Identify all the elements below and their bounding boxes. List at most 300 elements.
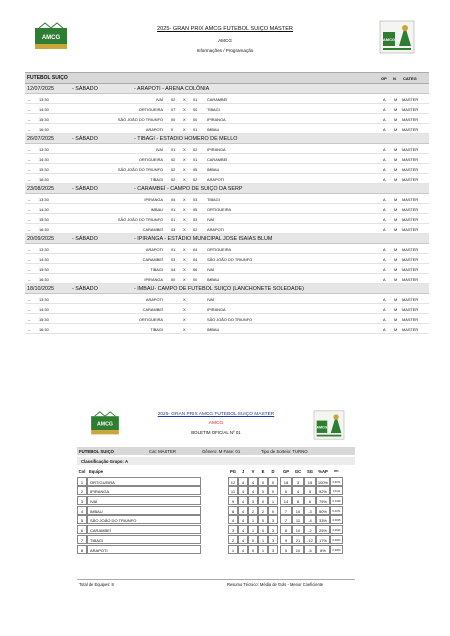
game-row <box>25 124 429 134</box>
game-dash: -- <box>28 276 31 282</box>
game-category: MASTER <box>402 316 419 322</box>
game-row <box>25 304 429 314</box>
col-gp: 6 <box>280 486 292 495</box>
game-dash: -- <box>28 146 31 152</box>
away-team: IPIRANGA <box>207 116 226 122</box>
game-dash: -- <box>28 226 31 232</box>
schedule-section-header <box>25 72 429 84</box>
logo-left-text: AMCG <box>41 35 61 41</box>
col-sg: -3 <box>304 506 316 515</box>
col-j: 4 <box>238 506 248 515</box>
col-e: 0 <box>258 477 268 486</box>
home-score: 02 <box>171 96 176 102</box>
col-team-header: Equipe <box>89 469 103 474</box>
col-sg: 5 <box>304 486 316 495</box>
bulletin <box>77 407 355 591</box>
standings-row <box>77 515 355 525</box>
day-header <box>25 284 429 294</box>
col-d: 1 <box>268 496 278 505</box>
versus-mark: X <box>183 256 186 262</box>
game-row <box>25 154 429 164</box>
away-team: SÃO JOÃO DO TRIUNFO <box>207 316 253 322</box>
versus-mark: X <box>183 296 186 302</box>
game-category: MASTER <box>402 306 419 312</box>
home-team: IPIRANGA <box>144 196 163 202</box>
away-score: 04 <box>193 246 198 252</box>
col-ap: 25% <box>316 525 330 534</box>
day-date: 18/10/2025 <box>27 285 54 292</box>
game-dash: -- <box>28 116 31 122</box>
col-ap: 50% <box>316 506 330 515</box>
versus-mark: X <box>183 106 186 112</box>
away-team: CARAMBEÍ <box>207 156 228 162</box>
col-d: 3 <box>268 545 278 554</box>
total-teams: Total de Equipes: 8 <box>79 582 114 587</box>
home-team: CARAMBEÍ <box>142 306 163 312</box>
game-time: 16:30 <box>39 326 49 332</box>
col-e: 1 <box>258 535 268 544</box>
game-group: A <box>383 296 386 302</box>
game-row <box>25 224 429 234</box>
home-team: IMBAU <box>150 206 163 212</box>
col-team: IVAÍ <box>87 496 201 505</box>
game-gender: M <box>394 116 398 122</box>
game-time: 16:30 <box>39 176 49 182</box>
col-pos: 8 <box>77 545 87 554</box>
col-ap: 100% <box>316 477 330 486</box>
col-gp: 9 <box>280 535 292 544</box>
col-team: ORTIGUEIRA <box>87 477 201 486</box>
away-score: 03 <box>193 196 198 202</box>
col-pos: 6 <box>77 525 87 534</box>
col-sg: 6 <box>304 496 316 505</box>
game-time: 14:30 <box>39 306 49 312</box>
game-group: A <box>383 166 386 172</box>
col-v: 0 <box>248 545 258 554</box>
versus-mark: X <box>183 326 186 332</box>
day-date: 23/08/2025 <box>27 185 54 192</box>
col-team: CARAMBEÍ <box>87 525 201 534</box>
game-time: 16:30 <box>39 276 49 282</box>
away-score: 03 <box>193 216 198 222</box>
day-date: 12/07/2025 <box>27 85 54 92</box>
home-team: SÃO JOÃO DO TRIUNFO <box>117 216 163 222</box>
col-j: 4 <box>238 515 248 524</box>
home-team: TIBAGI <box>150 176 163 182</box>
game-category: MASTER <box>402 326 419 332</box>
home-team: ARAPOTI <box>145 246 163 252</box>
game-group: A <box>383 146 386 152</box>
versus-mark: X <box>183 306 186 312</box>
game-gender: M <box>394 266 398 272</box>
home-score: 02 <box>171 156 176 162</box>
home-score: 01 <box>171 246 176 252</box>
col-gc: 10 <box>292 545 304 554</box>
game-group: A <box>383 96 386 102</box>
col-e: 0 <box>258 486 268 495</box>
day-weekday: - SÁBADO <box>72 185 98 192</box>
game-dash: -- <box>28 326 31 332</box>
game-dash: -- <box>28 206 31 212</box>
game-row <box>25 104 429 114</box>
col-gp: 18 <box>280 477 292 486</box>
game-row <box>25 204 429 214</box>
home-team: CARAMBEÍ <box>142 256 163 262</box>
away-score: 04 <box>193 256 198 262</box>
col-gc: 4 <box>292 486 304 495</box>
col-j: 4 <box>238 477 248 486</box>
game-row <box>25 274 429 284</box>
col-gp: 7 <box>280 506 292 515</box>
col-pos: 5 <box>77 515 87 524</box>
col-d: 0 <box>268 506 278 515</box>
game-category: MASTER <box>402 256 419 262</box>
game-dash: -- <box>28 96 31 102</box>
col-ap: 8% <box>316 545 330 554</box>
col-v: 0 <box>248 535 258 544</box>
game-category: MASTER <box>402 126 419 132</box>
section-title: FUTEBOL SUIÇO <box>27 75 68 81</box>
bulletin-title[interactable]: 2025- GRAN PRIX AMCG FUTEBOL SUIÇO MASTER <box>157 412 275 417</box>
game-time: 16:30 <box>39 126 49 132</box>
col-team: TIBAGI <box>87 535 201 544</box>
game-dash: -- <box>28 246 31 252</box>
versus-mark: X <box>183 116 186 122</box>
home-team: IVAÍ <box>155 146 163 152</box>
game-time: 13:30 <box>39 296 49 302</box>
col-sg-header: SG <box>306 469 314 474</box>
game-dash: -- <box>28 316 31 322</box>
home-score: 00 <box>171 276 176 282</box>
home-score: 0 <box>171 126 174 132</box>
col-gp-header: GP <box>282 469 290 474</box>
home-score: 03 <box>171 226 176 232</box>
game-category: MASTER <box>402 176 419 182</box>
col-team: ARAPOTI <box>87 545 201 554</box>
versus-mark: X <box>183 196 186 202</box>
game-row <box>25 114 429 124</box>
logo-right-text: AMCG <box>382 37 396 42</box>
game-row <box>25 324 429 334</box>
versus-mark: X <box>183 96 186 102</box>
col-team: SÃO JOÃO DO TRIUNFO <box>87 515 201 524</box>
standings-row <box>77 525 355 535</box>
col-d-header: D <box>271 469 275 474</box>
game-gender: M <box>394 106 398 112</box>
col-j: 4 <box>238 535 248 544</box>
col-d: 3 <box>268 515 278 524</box>
schedule-header <box>25 18 425 64</box>
away-team: IMBAU <box>207 276 220 282</box>
col-sg: -2 <box>304 525 316 534</box>
away-score: 01 <box>193 156 198 162</box>
game-gender: M <box>394 256 398 262</box>
game-group: A <box>383 226 386 232</box>
col-v: 1 <box>248 525 258 534</box>
versus-mark: X <box>183 156 186 162</box>
col-pos: 4 <box>77 506 87 515</box>
game-time: 15:30 <box>39 116 49 122</box>
home-team: ARAPOTI <box>145 126 163 132</box>
game-group: A <box>383 106 386 112</box>
day-header <box>25 84 429 94</box>
game-time: 13:30 <box>39 196 49 202</box>
col-team: IPIRANGA <box>87 486 201 495</box>
game-dash: -- <box>28 156 31 162</box>
col-rtc: 0,1429 <box>330 496 343 505</box>
col-rtc: 0,6071 <box>330 477 343 486</box>
col-pg: 9 <box>228 496 238 505</box>
bulletin-org: AMCG <box>208 421 224 426</box>
away-team: TIBAGI <box>207 106 220 112</box>
game-category: MASTER <box>402 296 419 302</box>
bulletin-sort-type: Tipo de Sorteio: TURNO <box>261 448 308 454</box>
away-team: IVAÍ <box>207 296 215 302</box>
doc-subtitle: Informações / Programação <box>196 48 254 53</box>
game-category: MASTER <box>402 116 419 122</box>
away-score: 01 <box>193 126 198 132</box>
away-team: IVAÍ <box>207 216 215 222</box>
col-e: 2 <box>258 506 268 515</box>
game-gender: M <box>394 226 398 232</box>
game-category: MASTER <box>402 196 419 202</box>
col-pg: 8 <box>228 506 238 515</box>
game-category: MASTER <box>402 246 419 252</box>
away-team: CARAMBEÍ <box>207 96 228 102</box>
col-d: 3 <box>268 535 278 544</box>
col-v: 4 <box>248 477 258 486</box>
versus-mark: X <box>183 166 186 172</box>
game-time: 14:30 <box>39 156 49 162</box>
col-d: 3 <box>268 525 278 534</box>
game-group: A <box>383 306 386 312</box>
home-team: ORTIGUEIRA <box>138 156 163 162</box>
standings-row <box>77 486 355 496</box>
bulletin-sport: FUTEBOL SUIÇO <box>79 448 115 454</box>
game-group: A <box>383 196 386 202</box>
game-group: A <box>383 216 386 222</box>
col-gp: 5 <box>280 545 292 554</box>
col-pg: 2 <box>228 535 238 544</box>
col-gc: 8 <box>292 496 304 505</box>
away-team: ORTIGUEIRA <box>207 246 232 252</box>
home-team: TIBAGI <box>150 326 163 332</box>
game-time: 13:30 <box>39 246 49 252</box>
game-gender: M <box>394 126 398 132</box>
day-weekday: - SÁBADO <box>72 285 98 292</box>
versus-mark: X <box>183 276 186 282</box>
away-team: SÃO JOÃO DO TRIUNFO <box>207 256 253 262</box>
versus-mark: X <box>183 176 186 182</box>
day-header <box>25 234 429 244</box>
col-rtc: 0,1111 <box>330 486 343 495</box>
game-category: MASTER <box>402 106 419 112</box>
doc-org: AMCG <box>218 38 232 43</box>
away-team: ARAPOTI <box>207 176 225 182</box>
versus-mark: X <box>183 226 186 232</box>
col-j: 4 <box>238 545 248 554</box>
col-gp: 14 <box>280 496 292 505</box>
game-category: MASTER <box>402 226 419 232</box>
col-v: 4 <box>248 486 258 495</box>
game-time: 15:30 <box>39 166 49 172</box>
day-header <box>25 184 429 194</box>
col-pos: 2 <box>77 486 87 495</box>
away-score: 02 <box>193 176 198 182</box>
away-team: IPIRANGA <box>207 146 226 152</box>
col-rtc-header: RTc <box>334 470 339 473</box>
col-pg: 11 <box>228 486 238 495</box>
logo2-right-text: AMCG <box>316 425 328 430</box>
home-team: ORTIGUEIRA <box>138 106 163 112</box>
home-score: 04 <box>171 196 176 202</box>
away-score: 05 <box>193 206 198 212</box>
col-pg: 3 <box>228 525 238 534</box>
away-team: IMBAU <box>207 326 220 332</box>
col-e: 0 <box>258 496 268 505</box>
home-score: 01 <box>171 146 176 152</box>
bulletin-subtitle: BOLETIM OFICIAL Nº 01 <box>191 430 241 435</box>
col-pos: 7 <box>77 535 87 544</box>
col-v-header: V <box>251 469 255 474</box>
col-gc: 3 <box>292 477 304 486</box>
col-ap: 92% <box>316 486 330 495</box>
col-e: 0 <box>258 525 268 534</box>
game-group: A <box>383 156 386 162</box>
away-score: 05 <box>193 166 198 172</box>
col-gp: 8 <box>280 525 292 534</box>
away-team: IMBAU <box>207 166 220 172</box>
game-group: A <box>383 276 386 282</box>
day-weekday: - SÁBADO <box>72 135 98 142</box>
game-time: 13:30 <box>39 146 49 152</box>
col-sg: -4 <box>304 515 316 524</box>
game-gender: M <box>394 276 398 282</box>
away-score: 00 <box>193 276 198 282</box>
col-rtc: 0,0000 <box>330 545 343 554</box>
game-time: 15:30 <box>39 266 49 272</box>
game-row <box>25 294 429 304</box>
game-dash: -- <box>28 196 31 202</box>
game-gender: M <box>394 146 398 152</box>
standings-header-row <box>77 467 355 477</box>
bulletin-category: Cat: MASTER <box>149 448 176 454</box>
day-weekday: - SÁBADO <box>72 235 98 242</box>
group-label-bar <box>77 457 355 465</box>
col-j: 4 <box>238 525 248 534</box>
game-category: MASTER <box>402 156 419 162</box>
day-venue: - IPIRANGA - ESTÁDIO MUNICIPAL JOSE ISAIAS BLUM <box>134 235 273 242</box>
col-sg: -5 <box>304 545 316 554</box>
game-gender: M <box>394 176 398 182</box>
game-time: 14:30 <box>39 106 49 112</box>
standings-table <box>77 467 355 554</box>
col-n-header: N <box>393 75 396 81</box>
home-score: 01 <box>171 216 176 222</box>
col-e: 1 <box>258 545 268 554</box>
day-header <box>25 134 429 144</box>
standings-row <box>77 496 355 506</box>
technical-summary: Resumo Técnico: Média de Gols - Menor Coeficiente <box>227 582 324 587</box>
versus-mark: X <box>183 246 186 252</box>
bulletin-info-bar <box>77 447 355 455</box>
home-team: TIBAGI <box>150 266 163 272</box>
away-score: 00 <box>193 106 198 112</box>
game-group: A <box>383 316 386 322</box>
game-row <box>25 264 429 274</box>
home-score: 03 <box>171 256 176 262</box>
game-row <box>25 144 429 154</box>
game-group: A <box>383 116 386 122</box>
col-gc: 11 <box>292 515 304 524</box>
doc-title: 2025- GRAN PRIX AMCG FUTEBOL SUIÇO MASTER <box>157 26 293 32</box>
day-weekday: - SÁBADO <box>72 85 98 92</box>
game-gender: M <box>394 166 398 172</box>
col-pos-header: Col <box>78 469 86 474</box>
versus-mark: X <box>183 126 186 132</box>
game-gender: M <box>394 246 398 252</box>
game-gender: M <box>394 96 398 102</box>
game-gender: M <box>394 216 398 222</box>
col-j: 4 <box>238 486 248 495</box>
versus-mark: X <box>183 206 186 212</box>
col-pg-header: PG <box>229 469 237 474</box>
col-j-header: J <box>241 469 245 474</box>
game-gender: M <box>394 196 398 202</box>
col-sg: 15 <box>304 477 316 486</box>
game-time: 13:30 <box>39 96 49 102</box>
versus-mark: X <box>183 216 186 222</box>
col-j: 4 <box>238 496 248 505</box>
home-score: 02 <box>171 166 176 172</box>
home-score: 07 <box>171 106 176 112</box>
col-gp-header: GP <box>381 75 387 81</box>
game-group: A <box>383 176 386 182</box>
away-team: ARAPOTI <box>207 226 225 232</box>
game-group: A <box>383 326 386 332</box>
game-gender: M <box>394 306 398 312</box>
away-score: 02 <box>193 146 198 152</box>
game-dash: -- <box>28 106 31 112</box>
away-score: 06 <box>193 266 198 272</box>
game-dash: -- <box>28 296 31 302</box>
col-rtc: 0,0004 <box>330 535 343 544</box>
game-category: MASTER <box>402 206 419 212</box>
away-score: 02 <box>193 226 198 232</box>
game-row <box>25 174 429 184</box>
col-categ-header: CATEG <box>403 75 417 81</box>
game-gender: M <box>394 296 398 302</box>
bulletin-gender-phase: Gênero: M Fase: 01 <box>202 448 241 454</box>
col-v: 1 <box>248 515 258 524</box>
group-label: Classificação Grupo: A <box>81 458 129 464</box>
game-category: MASTER <box>402 166 419 172</box>
col-rtc: 0,0071 <box>330 506 343 515</box>
bulletin-footer <box>77 579 355 589</box>
col-gp: 7 <box>280 515 292 524</box>
game-category: MASTER <box>402 96 419 102</box>
col-d: 0 <box>268 477 278 486</box>
game-gender: M <box>394 326 398 332</box>
game-time: 15:30 <box>39 316 49 322</box>
game-dash: -- <box>28 126 31 132</box>
game-dash: -- <box>28 216 31 222</box>
game-row <box>25 194 429 204</box>
game-dash: -- <box>28 176 31 182</box>
home-team: IPIRANGA <box>144 276 163 282</box>
col-team: IMBAU <box>87 506 201 515</box>
logo2-left-text: AMCG <box>97 421 113 428</box>
